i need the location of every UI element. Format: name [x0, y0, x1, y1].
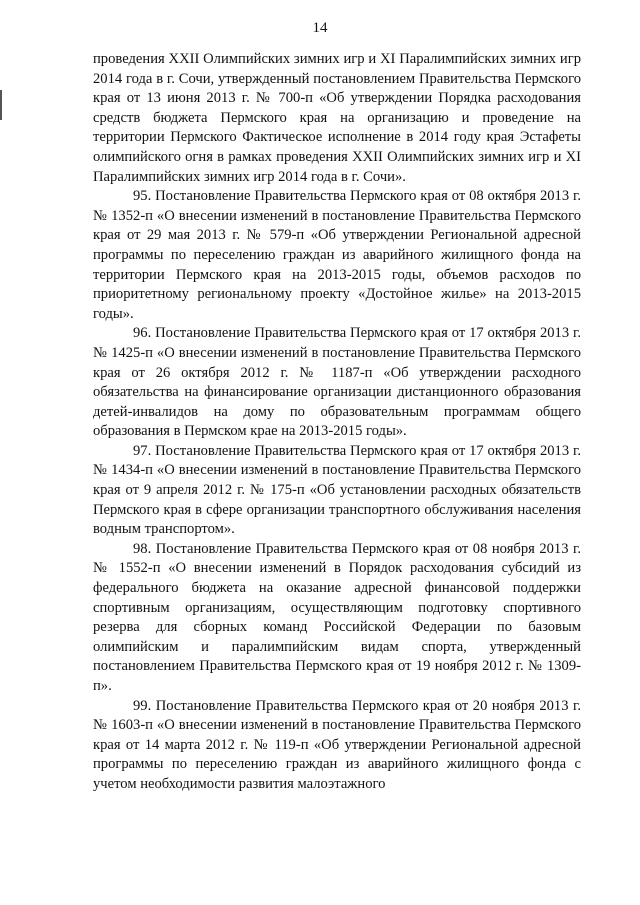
scan-edge-mark — [0, 90, 2, 120]
paragraph-item-97: 97. Постановление Правительства Пермского края от 17 октября 2013 г. № 1434-п «О внесении изменений в постановление Правительства Пермского края от 9 апреля 2012 г. № 175-п «Об установлении расходных обязательств Пермского края в сфере организации транспортного обслуживания населения водным транспортом». — [93, 442, 581, 538]
paragraph-continuation: проведения XXII Олимпийских зимних игр и XI Паралимпийских зимних игр 2014 года в г. Сочи, утвержденный постановлением Правительства Пермского края от 13 июня 2013 г. № 700-п «Об утверждении Порядка расходования средств бюджета Пермского края на организацию и проведение на территории Пермского Фактическое исполнение в 2014 году края Эстафеты олимпийского огня в рамках проведения XXII Олимпийских зимних игр и XI Паралимпийских зимних игр 2014 года в г. Сочи». — [93, 51, 581, 185]
page-number: 14 — [312, 20, 328, 36]
paragraph-item-95: 95. Постановление Правительства Пермского края от 08 октября 2013 г. № 1352-п «О внесении изменений в постановление Правительства Пермского края от 29 мая 2013 г. № 579-п «Об утверждении Региональной адресной программы по переселению граждан из аварийного жилищного фонда на территории Пермского края на 2013-2015 годы, объемов расходов по приоритетному региональному проекту «Достойное жилье» на 2013-2015 годы». — [93, 188, 581, 322]
paragraph-item-98: 98. Постановление Правительства Пермского края от 08 ноября 2013 г. № 1552-п «О внесении изменений в Порядок расходования субсидий из федерального бюджета на оказание адресной финансовой поддержки спортивным организациям, осуществляющим подготовку спортивного резерва для сборных команд Российской Федерации по базовым олимпийским и паралимпийским видам спорта, утвержденный постановлением Правительства Пермского края от 19 ноября 2012 г. № 1309-п». — [93, 540, 581, 694]
document-body — [93, 50, 581, 795]
paragraph-item-99: 99. Постановление Правительства Пермского края от 20 ноября 2013 г. № 1603-п «О внесении изменений в постановление Правительства Пермского края от 14 марта 2012 г. № 119-п «Об утверждении Региональной адресной программы по переселению граждан из аварийного жилищного фонда с учетом необходимости развития малоэтажного — [93, 697, 581, 792]
paragraph-item-96: 96. Постановление Правительства Пермского края от 17 октября 2013 г. № 1425-п «О внесении изменений в постановление Правительства Пермского края от 26 октября 2012 г. № 1187-п «Об утверждении расходного обязательства на финансирование организации дистанционного образования детей-инвалидов на дому по образовательным программам общего образования в Пермском крае на 2013-2015 годы». — [93, 325, 581, 440]
